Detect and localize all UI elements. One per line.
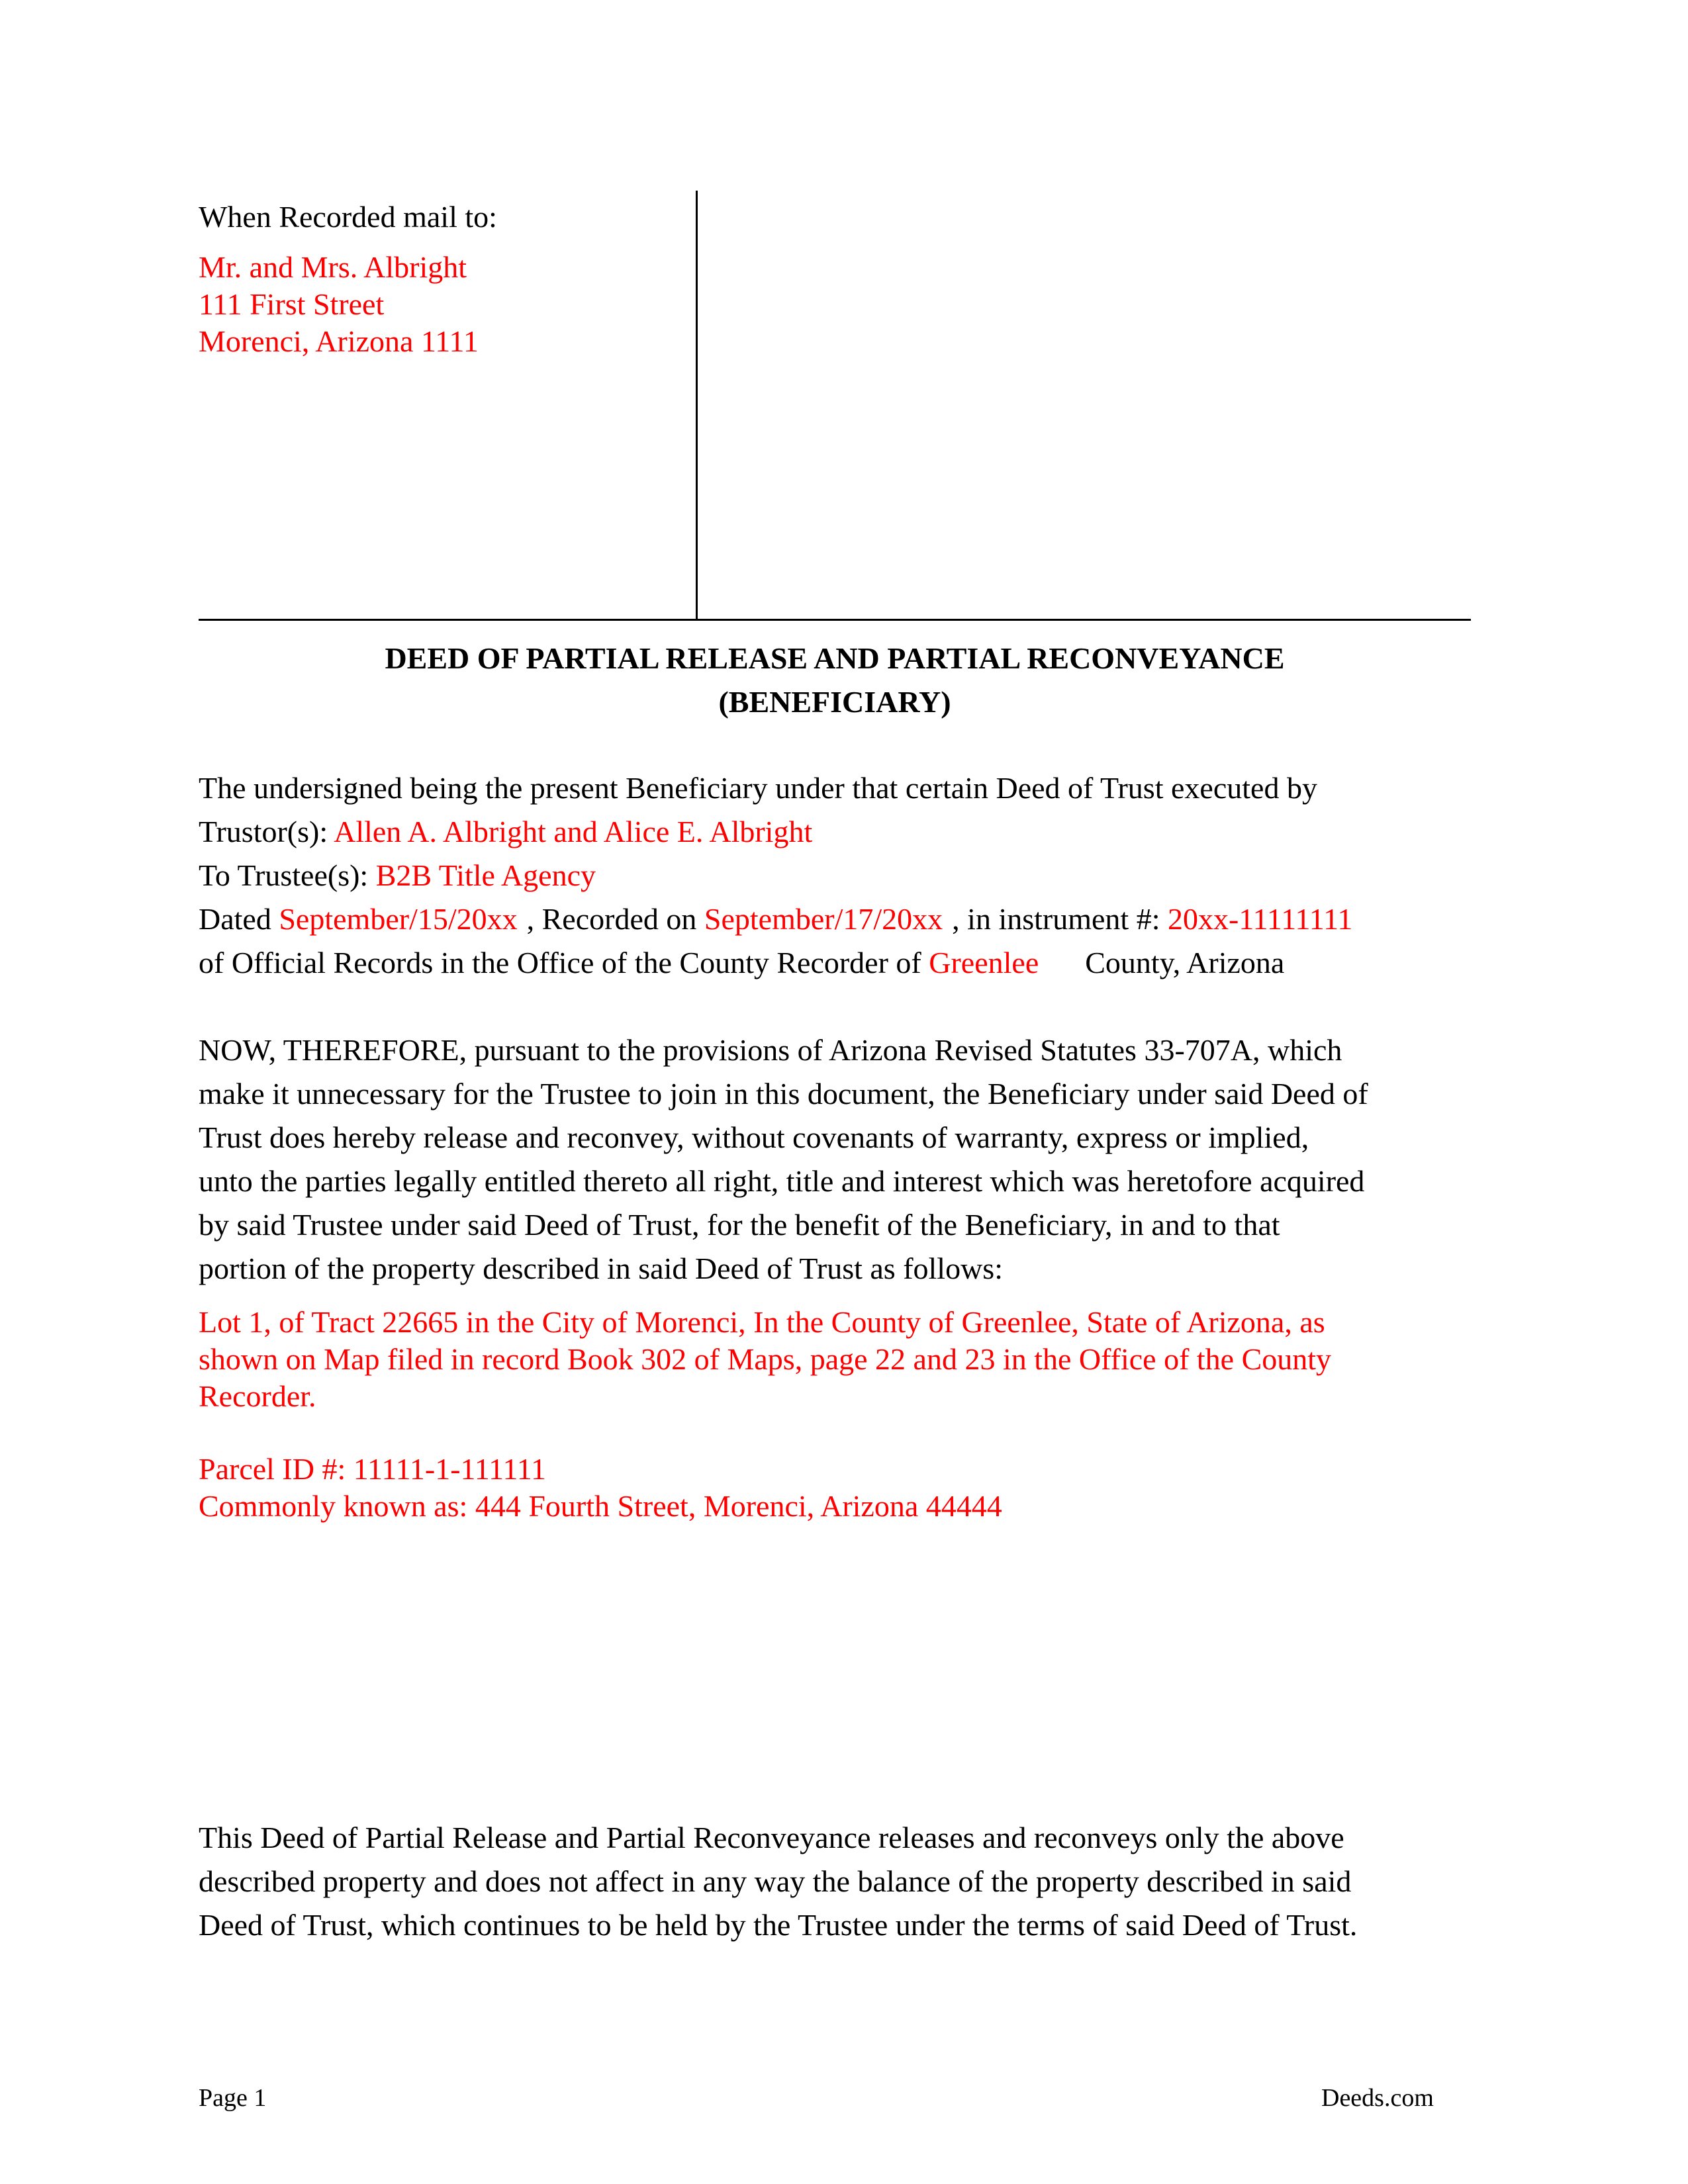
trustee-label: To Trustee(s): [199, 858, 369, 892]
document-title [199, 637, 1471, 724]
instrument-label: , in instrument #: [952, 902, 1160, 936]
instrument-value: 20xx-11111111 [1168, 902, 1353, 936]
title-line-2: (BENEFICIARY) [718, 685, 951, 719]
dated-label: Dated [199, 902, 271, 936]
mail-to-street: 111 First Street [199, 287, 385, 321]
trustor-line [199, 810, 1483, 854]
now-therefore-line: Trust does hereby release and reconvey, without covenants of warranty, express or implied, [199, 1120, 1309, 1154]
trustee-value: B2B Title Agency [375, 858, 596, 892]
footer-site: Deeds.com [1321, 2084, 1434, 2112]
now-therefore-line: unto the parties legally entitled thereto all right, title and interest which was heretofore acquired [199, 1164, 1365, 1198]
parcel-info [199, 1451, 1002, 1525]
legal-description [199, 1304, 1483, 1415]
county-suffix: County, Arizona [1085, 946, 1285, 979]
records-text: of Official Records in the Office of the County Recorder of [199, 946, 921, 979]
header-horizontal-rule [199, 619, 1471, 621]
legal-description-line: Lot 1, of Tract 22665 in the City of Morenci, In the County of Greenlee, State of Arizona, as [199, 1305, 1325, 1339]
mail-to-address [199, 249, 479, 360]
trustee-line [199, 854, 1483, 897]
dated-value: September/15/20xx [279, 902, 518, 936]
now-therefore-line: portion of the property described in said Deed of Trust as follows: [199, 1251, 1003, 1285]
closing-paragraph [199, 1816, 1483, 1947]
now-therefore-paragraph [199, 1028, 1483, 1291]
trustor-value: Allen A. Albright and Alice E. Albright [334, 815, 813, 848]
recorded-value: September/17/20xx [704, 902, 943, 936]
legal-description-line: Recorder. [199, 1379, 316, 1413]
recital-intro: The undersigned being the present Beneficiary under that certain Deed of Trust executed by [199, 771, 1317, 805]
mail-to-city: Morenci, Arizona 1111 [199, 324, 479, 358]
records-line [199, 941, 1483, 985]
now-therefore-line: make it unnecessary for the Trustee to join in this document, the Beneficiary under said Deed of [199, 1077, 1368, 1111]
dated-line [199, 897, 1483, 941]
closing-line: This Deed of Partial Release and Partial Reconveyance releases and reconveys only the above [199, 1821, 1344, 1854]
mail-to-label: When Recorded mail to: [199, 200, 497, 234]
commonly-known-as: Commonly known as: 444 Fourth Street, Morenci, Arizona 44444 [199, 1489, 1002, 1523]
mail-to-name: Mr. and Mrs. Albright [199, 250, 467, 284]
recorder-box-vertical-rule [696, 191, 698, 619]
recital-paragraph [199, 766, 1483, 985]
parcel-id: Parcel ID #: 11111-1-111111 [199, 1452, 547, 1486]
trustor-label: Trustor(s): [199, 815, 328, 848]
legal-description-line: shown on Map filed in record Book 302 of Maps, page 22 and 23 in the Office of the County [199, 1342, 1332, 1376]
now-therefore-line: NOW, THEREFORE, pursuant to the provisions of Arizona Revised Statutes 33-707A, which [199, 1033, 1342, 1067]
closing-line: described property and does not affect in any way the balance of the property described in said [199, 1864, 1352, 1898]
recorded-label: , Recorded on [526, 902, 697, 936]
closing-line: Deed of Trust, which continues to be held by the Trustee under the terms of said Deed of Trust. [199, 1908, 1358, 1942]
now-therefore-line: by said Trustee under said Deed of Trust, for the benefit of the Beneficiary, in and to that [199, 1208, 1280, 1242]
page-number: Page 1 [199, 2084, 267, 2112]
title-line-1: DEED OF PARTIAL RELEASE AND PARTIAL RECONVEYANCE [385, 641, 1285, 675]
county-value: Greenlee [929, 946, 1039, 979]
